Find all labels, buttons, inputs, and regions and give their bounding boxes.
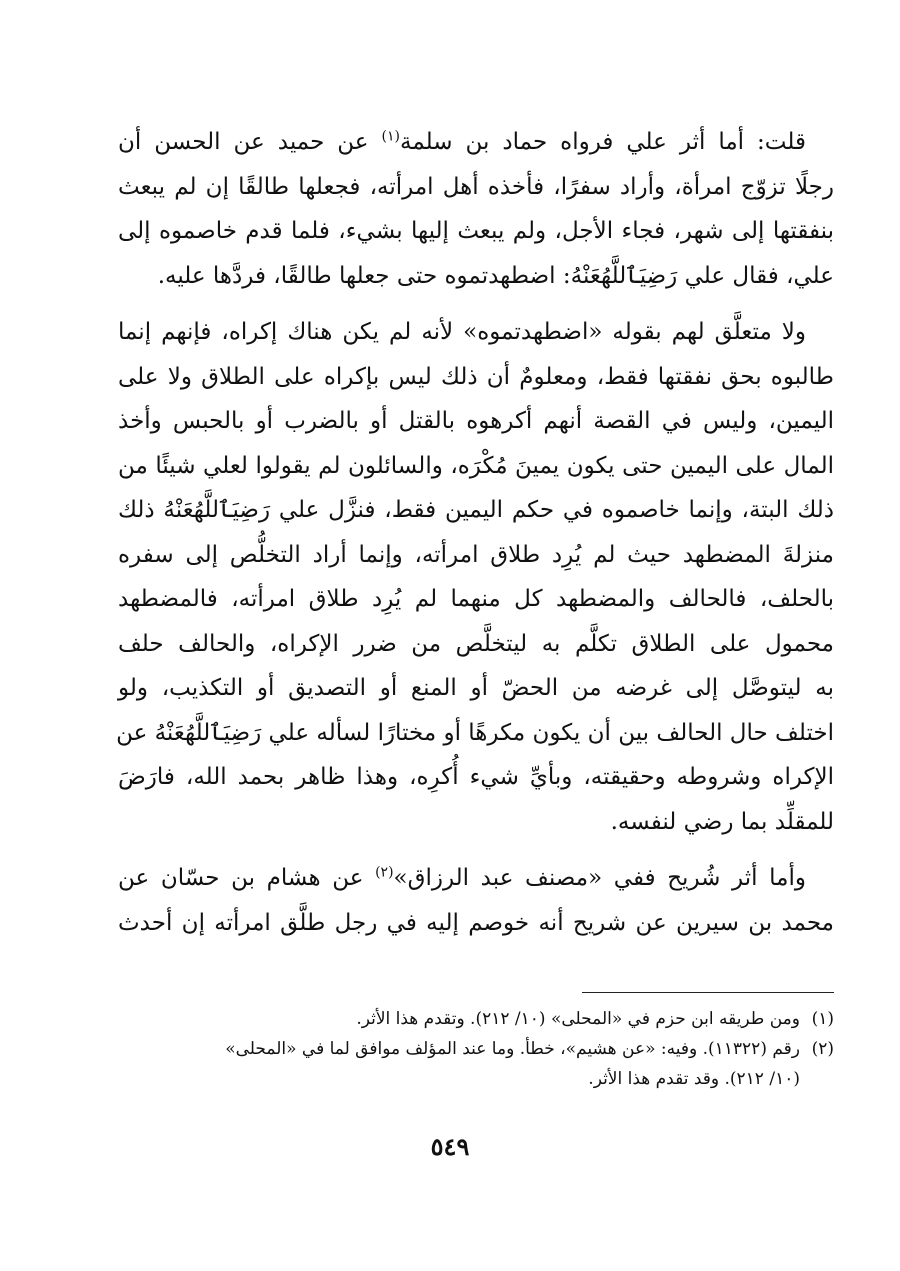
footnote-number: (١) <box>811 1009 834 1029</box>
text-line: رجلًا تزوّج امرأة، وأراد سفرًا، فأخذه أهل امرأته، فجعلها طالقًا إن لم يبعث <box>118 173 834 200</box>
text-line: الإكراه وشروطه وحقيقته، وبأيِّ شيء أُكرِه، وهذا ظاهر بحمد الله، فارَضَ <box>118 764 834 790</box>
text-line: بالحلف، فالحالف والمضطهد كل منهما لم يُرِد طلاق امرأته، فالمضطهد <box>118 586 834 612</box>
footnote-text: ومن طريقه ابن حزم في «المحلى» (١٠/ ٢١٢). وتقدم هذا الأثر. <box>356 1009 800 1029</box>
text-line: قلت: أما أثر علي فرواه حماد بن سلمة$^{(١)}$ عن حميد عن الحسن أن <box>118 128 806 155</box>
text-line: محمول على الطلاق تكلَّم به ليتخلَّص من ضرر الإكراه، والحالف حلف <box>118 630 834 657</box>
footnote-ref-1[interactable]: (١) <box>381 128 400 145</box>
paragraph-discussion <box>118 310 834 844</box>
paragraph-shurayh-narration <box>118 856 834 945</box>
text-line: منزلةَ المضطهد حيث لم يُرِد طلاق امرأته، وإنما أراد التخلُّص إلى سفره <box>118 541 834 568</box>
footnote-ref-2[interactable]: (٢) <box>375 864 394 881</box>
page-body <box>118 120 834 945</box>
footnote-continuation: (١٠/ ٢١٢). وقد تقدم هذا الأثر. <box>588 1069 800 1089</box>
page-number: ٥٤٩ <box>430 1132 470 1161</box>
text-line: ذلك البتة، وإنما خاصموه في حكم اليمين فقط، فنزَّل علي رَضِيَٱللَّهُعَنْهُ ذلك <box>118 497 834 523</box>
footnote-2 <box>118 1034 834 1094</box>
paragraph-ali-narration <box>118 120 834 298</box>
text-line: محمد بن سيرين عن شريح أنه خوصم إليه في رجل طلَّق امرأته إن أحدث <box>118 909 834 936</box>
text-line: المال على اليمين حتى يكون يمينَ مُكْرَه، والسائلون لم يقولوا لعلي شيئًا من <box>118 452 834 479</box>
text-line: للمقلِّد بما رضي لنفسه. <box>610 808 834 835</box>
text-line: علي، فقال علي رَضِيَٱللَّهُعَنْهُ: اضطهدتموه حتى جعلها طالقًا، فردَّها عليه. <box>157 262 834 289</box>
footnote-text: رقم (١١٣٢٢). وفيه: «عن هشيم»، خطأ. وما عند المؤلف موافق لما في «المحلى» <box>225 1039 800 1059</box>
footnote-1 <box>118 1004 834 1034</box>
text-line: وأما أثر شُريح ففي «مصنف عبد الرزاق»$^{(٢)}$ عن هشام بن حسّان عن <box>118 864 806 891</box>
text-line: بنفقتها إلى شهر، فجاء الأجل، ولم يبعث إليها بشيء، فلما قدم خاصموه إلى <box>118 218 834 244</box>
text-line: اليمين، وليس في القصة أنهم أكرهوه بالقتل أو بالضرب أو بالحبس وأخذ <box>118 408 834 434</box>
footnotes-section <box>118 1004 834 1094</box>
footnote-number: (٢) <box>811 1039 834 1059</box>
footnote-separator <box>582 992 834 993</box>
text-line: اختلف حال الحالف بين أن يكون مكرهًا أو مختارًا لسأله علي رَضِيَٱللَّهُعَنْهُ عن <box>116 719 834 746</box>
text-line: طالبوه بحق نفقتها فقط، ومعلومٌ أن ذلك ليس بإكراه على الطلاق ولا على <box>118 363 834 390</box>
text-line: به ليتوصَّل إلى غرضه من الحضّ أو المنع أو التصديق أو التكذيب، ولو <box>118 675 834 701</box>
text-line: ولا متعلَّق لهم بقوله «اضطهدتموه» لأنه لم يكن هناك إكراه، فإنهم إنما <box>118 319 806 345</box>
